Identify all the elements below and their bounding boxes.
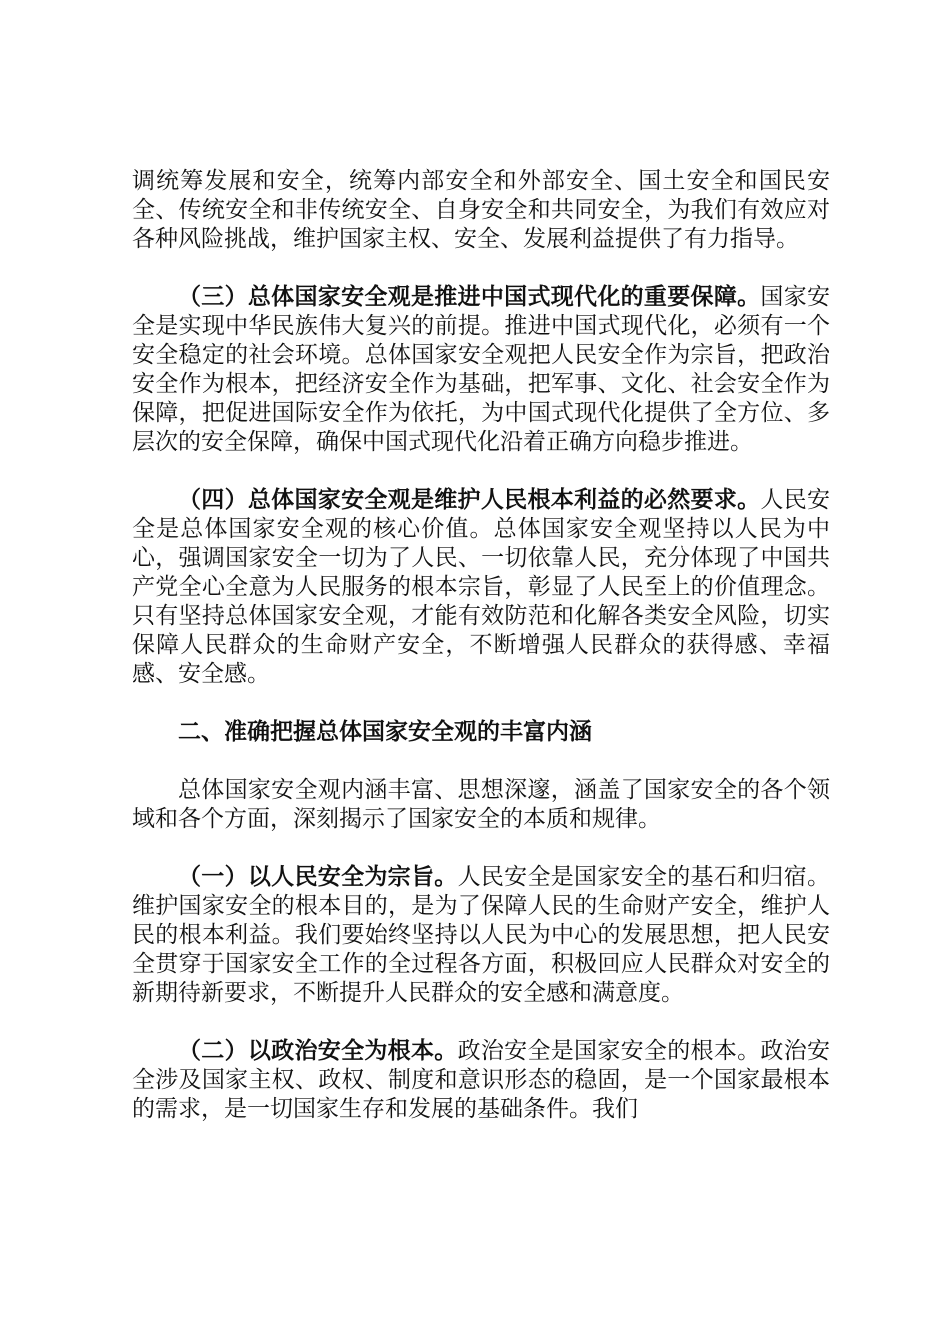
section-intro-paragraph (132, 776, 830, 834)
paragraph-text: 总体国家安全观内涵丰富、思想深邃，涵盖了国家安全的各个领域和各个方面，深刻揭示了国家安全的本质和规律。 (132, 777, 830, 832)
document-page (132, 167, 830, 1153)
section-heading: 二、准确把握总体国家安全观的丰富内涵 (178, 719, 592, 745)
paragraph-text: 调统筹发展和安全，统筹内部安全和外部安全、国土安全和国民安全、传统安全和非传统安全、自身安全和共同安全，为我们有效应对各种风险挑战，维护国家主权、安全、发展利益提供了有力指导。 (132, 168, 830, 252)
paragraph-text: 人民安全是总体国家安全观的核心价值。总体国家安全观坚持以人民为中心，强调国家安全一切为了人民、一切依靠人民，充分体现了中国共产党全心全意为人民服务的根本宗旨，彰显了人民至上的价值理念。只有坚持总体国家安全观，才能有效防范和化解各类安全风险，切实保障人民群众的生命财产安全，不断增强人民群众的获得感、幸福感、安全感。 (132, 487, 831, 687)
paragraph-lead: （二）以政治安全为根本。 (178, 1038, 458, 1064)
paragraph-point-four (132, 486, 830, 689)
paragraph-lead: （四）总体国家安全观是维护人民根本利益的必然要求。 (178, 487, 761, 513)
paragraph-text: 政治安全是国家安全的根本。政治安全涉及国家主权、政权、制度和意识形态的稳固，是一个国家最根本的需求，是一切国家生存和发展的基础条件。我们 (132, 1038, 831, 1122)
paragraph-text: 国家安全是实现中华民族伟大复兴的前提。推进中国式现代化，必须有一个安全稳定的社会环境。总体国家安全观把人民安全作为宗旨，把政治安全作为根本，把经济安全作为基础，把军事、文化、社会安全作为保障，把促进国际安全作为依托，为中国式现代化提供了全方位、多层次的安全保障，确保中国式现代化沿着正确方向稳步推进。 (132, 284, 831, 455)
paragraph-point-two (132, 1037, 830, 1124)
paragraph-point-one (132, 863, 830, 1008)
paragraph-lead: （三）总体国家安全观是推进中国式现代化的重要保障。 (178, 284, 761, 310)
paragraph-point-three (132, 283, 830, 457)
paragraph-text: 人民安全是国家安全的基石和归宿。维护国家安全的根本目的，是为了保障人民的生命财产安全，维护人民的根本利益。我们要始终坚持以人民为中心的发展思想，把人民安全贯穿于国家安全工作的全过程各方面，积极回应人民群众对安全的新期待新要求，不断提升人民群众的安全感和满意度。 (132, 864, 831, 1006)
paragraph-lead: （一）以人民安全为宗旨。 (178, 864, 458, 890)
paragraph-continuation (132, 167, 830, 254)
